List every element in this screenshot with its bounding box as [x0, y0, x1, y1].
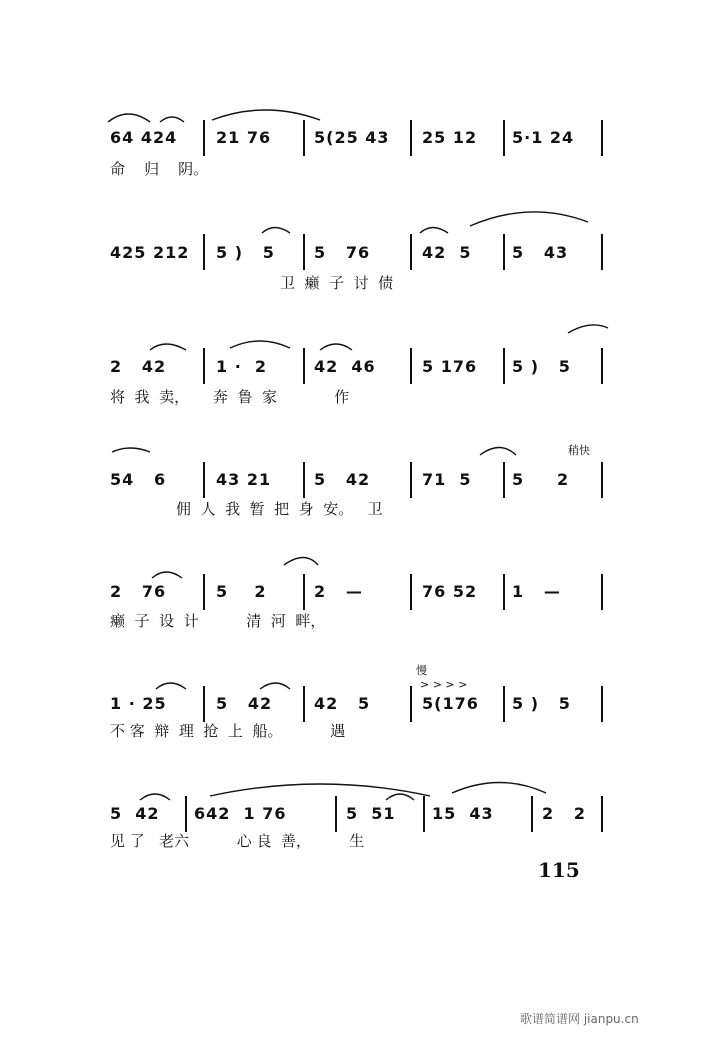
- row2-lyrics: 卫 癞 子 讨 债: [280, 274, 394, 292]
- row4-measure3: 5 42: [314, 470, 371, 489]
- barline: [303, 348, 305, 384]
- row1-measure5: 5·1 24: [512, 128, 575, 147]
- row6-measure2: 5 42: [216, 694, 273, 713]
- row7-measure3: 5 51: [346, 804, 396, 823]
- barline: [303, 120, 305, 156]
- row4-measure2: 43 21: [216, 470, 272, 489]
- row1-measure2: 21 76: [216, 128, 272, 147]
- row7-measure5: 2 2: [542, 804, 586, 823]
- barline: [503, 686, 505, 722]
- barline: [503, 574, 505, 610]
- barline: [410, 574, 412, 610]
- barline: [531, 796, 533, 832]
- row3-measure3: 42 46: [314, 357, 376, 376]
- row4-measure5: 5 2: [512, 470, 570, 489]
- barline: [410, 234, 412, 270]
- row3-measure1: 2 42: [110, 357, 167, 376]
- accent-marks: > > > >: [420, 678, 468, 691]
- barline: [203, 686, 205, 722]
- row5-measure2: 5 2: [216, 582, 267, 601]
- row4-measure1: 54 6: [110, 470, 167, 489]
- barline: [601, 462, 603, 498]
- row1-measure1: 64 424: [110, 128, 178, 147]
- barline: [203, 462, 205, 498]
- barline: [503, 462, 505, 498]
- row6-measure5: 5 ) 5: [512, 694, 571, 713]
- row4-lyrics: 佣 人 我 暂 把 身 安。 卫: [176, 500, 383, 518]
- row1-lyrics: 命 归 阴。: [110, 160, 209, 178]
- barline: [203, 348, 205, 384]
- barline: [423, 796, 425, 832]
- row5-measure1: 2 76: [110, 582, 167, 601]
- row7-measure1: 5 42: [110, 804, 160, 823]
- row4-measure4: 71 5: [422, 470, 472, 489]
- row5-measure4: 76 52: [422, 582, 478, 601]
- row2-measure1: 425 212: [110, 243, 190, 262]
- row5-measure5: 1 —: [512, 582, 561, 601]
- row2-measure3: 5 76: [314, 243, 371, 262]
- barline: [203, 574, 205, 610]
- row6-lyrics: 不 客 辩 理 抢 上 船。 遇: [110, 722, 346, 740]
- barline: [185, 796, 187, 832]
- barline: [410, 462, 412, 498]
- row5-measure3: 2 —: [314, 582, 363, 601]
- row1-measure4: 25 12: [422, 128, 478, 147]
- barline: [303, 234, 305, 270]
- row3-lyrics: 将 我 卖， 奔 鲁 家 作: [110, 388, 350, 406]
- row7-measure4: 15 43: [432, 804, 494, 823]
- row2-measure4: 42 5: [422, 243, 472, 262]
- tempo-mark-faster: 稍快: [568, 444, 590, 457]
- row2-measure5: 5 43: [512, 243, 569, 262]
- barline: [601, 796, 603, 832]
- watermark: 歌谱简谱网 jianpu.cn: [520, 1012, 639, 1026]
- barline: [303, 574, 305, 610]
- tempo-mark-slow: 慢: [416, 664, 427, 677]
- barline: [601, 574, 603, 610]
- row7-lyrics: 见 了 老六 心 良 善， 生: [110, 832, 365, 850]
- barline: [410, 120, 412, 156]
- barline: [503, 234, 505, 270]
- barline: [601, 348, 603, 384]
- barline: [303, 686, 305, 722]
- row2-measure2: 5 ) 5: [216, 243, 275, 262]
- row3-measure2: 1 · 2: [216, 357, 268, 376]
- barline: [303, 462, 305, 498]
- barline: [410, 348, 412, 384]
- barline: [203, 120, 205, 156]
- barline: [410, 686, 412, 722]
- row3-measure4: 5 176: [422, 357, 478, 376]
- row1-measure3: 5(25 43: [314, 128, 390, 147]
- page-number: 115: [538, 858, 580, 882]
- barline: [335, 796, 337, 832]
- row3-measure5: 5 ) 5: [512, 357, 571, 376]
- row6-measure1: 1 · 25: [110, 694, 167, 713]
- barline: [601, 120, 603, 156]
- barline: [503, 120, 505, 156]
- barline: [203, 234, 205, 270]
- barline: [601, 234, 603, 270]
- barline: [601, 686, 603, 722]
- barline: [503, 348, 505, 384]
- row6-measure4: 5(176: [422, 694, 479, 713]
- row5-lyrics: 癞 子 设 计 清 河 畔，: [110, 612, 326, 630]
- row7-measure2: 642 1 76: [194, 804, 287, 823]
- row6-measure3: 42 5: [314, 694, 371, 713]
